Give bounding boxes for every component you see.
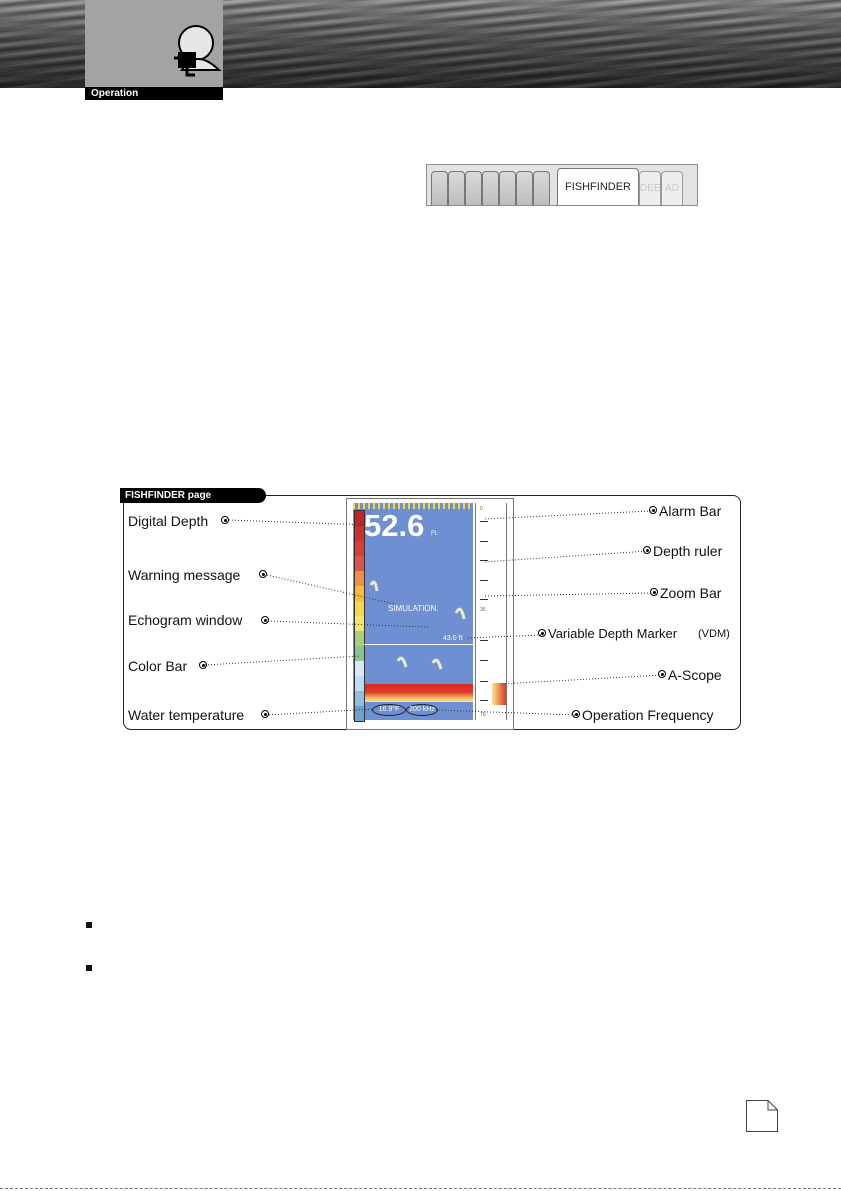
warning-message: SIMULATION. <box>388 604 439 613</box>
bullet-icon <box>221 516 229 524</box>
page-bottom-border <box>0 1188 841 1189</box>
tab-ad[interactable]: AD <box>661 171 683 205</box>
label-warning-message: Warning message <box>128 567 241 583</box>
list-bullet <box>86 922 92 928</box>
bullet-icon <box>538 629 546 637</box>
bullet-icon <box>261 616 269 624</box>
list-bullet <box>86 965 92 971</box>
label-vdm-abbrev: (VDM) <box>698 628 730 640</box>
label-a-scope: A-Scope <box>668 667 722 683</box>
bullet-icon <box>572 710 580 718</box>
bullet-icon <box>199 661 207 669</box>
label-alarm-bar: Alarm Bar <box>659 503 722 519</box>
label-operation-frequency: Operation Frequency <box>582 707 714 723</box>
ruler-label: 70 <box>480 712 486 718</box>
label-water-temperature: Water temperature <box>128 707 245 723</box>
operation-frequency-readout: 200 kHz <box>406 704 438 716</box>
bullet-icon <box>259 570 267 578</box>
label-depth-ruler: Depth ruler <box>653 543 723 559</box>
figure-title: FISHFINDER page <box>125 490 212 501</box>
label-digital-depth: Digital Depth <box>128 513 209 529</box>
vdm-label: 43.0 ft <box>443 635 463 642</box>
ruler-label: 35 <box>480 607 486 613</box>
label-echogram-window: Echogram window <box>128 612 243 628</box>
water-temperature-readout: 16.9°F <box>372 704 406 716</box>
bullet-icon <box>650 588 658 596</box>
bullet-icon <box>261 710 269 718</box>
section-label: Operation <box>91 88 139 99</box>
bullet-icon <box>643 546 651 554</box>
digital-depth-unit: Ft. <box>431 531 438 537</box>
label-zoom-bar: Zoom Bar <box>660 585 722 601</box>
tab-fishfinder[interactable]: FISHFINDER <box>557 168 639 205</box>
label-variable-depth-marker: Variable Depth Marker <box>548 626 678 641</box>
digital-depth-value: 52.6 <box>364 508 425 543</box>
bullet-icon <box>649 506 657 514</box>
label-color-bar: Color Bar <box>128 658 188 674</box>
page-number-icon <box>746 1100 778 1132</box>
tab-dee[interactable]: DEE <box>639 171 661 205</box>
bullet-icon <box>658 670 666 678</box>
ruler-label: 0 <box>480 506 483 512</box>
